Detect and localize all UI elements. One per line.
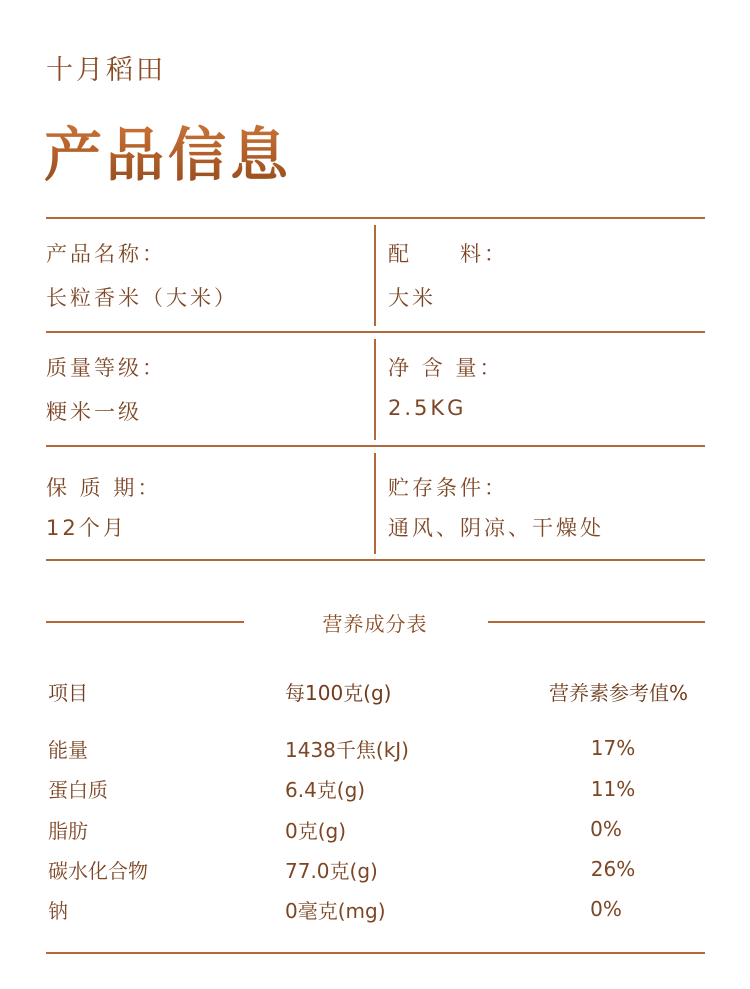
page-title: 产品信息: [44, 108, 292, 192]
info-value-storage: 通风、阴凉、干燥处: [388, 516, 604, 540]
nutrition-amount: 1438千焦(kJ): [285, 738, 409, 762]
info-value-shelf-life: 12个月: [46, 516, 127, 540]
nutrition-nrv: 0%: [590, 817, 622, 841]
nutrition-item: 能量: [48, 738, 88, 762]
nutrition-title-rule-right: [488, 621, 705, 623]
nutrition-bottom-border: [46, 952, 705, 954]
table-bottom-border: [46, 559, 705, 561]
info-label-grade: 质量等级：: [46, 356, 166, 380]
brand-name: 十月稻田: [46, 55, 166, 86]
nutrition-item: 蛋白质: [48, 778, 108, 802]
info-value-net-weight: 2.5KG: [388, 396, 467, 420]
nutrition-header-item: 项目: [48, 681, 88, 705]
nutrition-nrv: 0%: [590, 897, 622, 921]
info-value-ingredients: 大米: [388, 286, 436, 310]
nutrition-header-nrv: 营养素参考值%: [549, 681, 689, 705]
nutrition-item: 钠: [48, 899, 68, 923]
info-label-storage: 贮存条件：: [388, 476, 508, 500]
nutrition-nrv: 17%: [590, 736, 636, 760]
info-label-net-weight: 净 含 量：: [388, 356, 504, 380]
table-column-divider: [374, 339, 376, 440]
nutrition-header-per100g: 每100克(g): [285, 681, 392, 705]
table-row-divider: [46, 331, 705, 333]
info-value-grade: 粳米一级: [46, 400, 142, 424]
table-top-border: [46, 217, 705, 219]
nutrition-nrv: 26%: [590, 857, 636, 881]
nutrition-amount: 6.4克(g): [285, 778, 366, 802]
info-label-product-name: 产品名称：: [46, 242, 166, 266]
nutrition-amount: 0毫克(mg): [285, 899, 386, 923]
nutrition-amount: 77.0克(g): [285, 859, 378, 883]
info-value-product-name: 长粒香米（大米）: [46, 286, 238, 310]
table-row-divider: [46, 445, 705, 447]
nutrition-title: 营养成分表: [322, 612, 428, 636]
table-column-divider: [374, 225, 376, 326]
nutrition-item: 脂肪: [48, 819, 88, 843]
nutrition-amount: 0克(g): [285, 819, 347, 843]
nutrition-item: 碳水化合物: [48, 859, 148, 883]
nutrition-nrv: 11%: [590, 777, 636, 801]
info-label-shelf-life: 保 质 期：: [46, 476, 162, 500]
table-column-divider: [374, 453, 376, 554]
info-label-ingredients: 配 料：: [388, 242, 508, 266]
